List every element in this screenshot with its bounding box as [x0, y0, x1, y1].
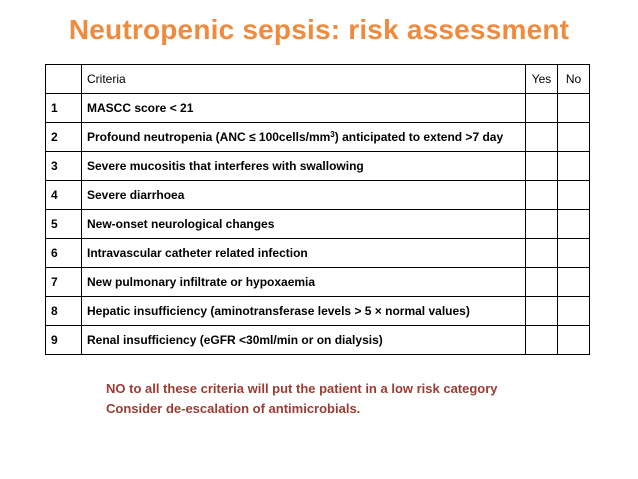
criterion-text-after: ) anticipated to extend >7 day [334, 130, 504, 144]
table-row [46, 239, 590, 268]
table-row [46, 94, 590, 123]
low-risk-note [106, 379, 498, 419]
table-row [46, 268, 590, 297]
yes-checkbox-cell[interactable] [526, 297, 558, 326]
row-criterion: New-onset neurological changes [82, 210, 526, 239]
row-criterion: Intravascular catheter related infection [82, 239, 526, 268]
no-checkbox-cell[interactable] [558, 123, 590, 152]
yes-checkbox-cell[interactable] [526, 123, 558, 152]
no-checkbox-cell[interactable] [558, 268, 590, 297]
row-number: 8 [46, 297, 82, 326]
row-criterion: MASCC score < 21 [82, 94, 526, 123]
row-number: 6 [46, 239, 82, 268]
yes-checkbox-cell[interactable] [526, 239, 558, 268]
row-criterion [82, 123, 526, 152]
yes-checkbox-cell[interactable] [526, 210, 558, 239]
table-row [46, 297, 590, 326]
table-header-row [46, 65, 590, 94]
note-line-1: NO to all these criteria will put the patient in a low risk category [106, 381, 498, 396]
row-criterion: Severe diarrhoea [82, 181, 526, 210]
table-row [46, 326, 590, 355]
row-number: 9 [46, 326, 82, 355]
header-no-cell: No [558, 65, 590, 94]
row-criterion: Hepatic insufficiency (aminotransferase levels > 5 × normal values) [82, 297, 526, 326]
row-number: 2 [46, 123, 82, 152]
header-yes-cell: Yes [526, 65, 558, 94]
no-checkbox-cell[interactable] [558, 239, 590, 268]
table-row [46, 123, 590, 152]
header-num-cell [46, 65, 82, 94]
yes-checkbox-cell[interactable] [526, 326, 558, 355]
yes-checkbox-cell[interactable] [526, 94, 558, 123]
page-title: Neutropenic sepsis: risk assessment [68, 14, 570, 45]
row-criterion: Renal insufficiency (eGFR <30ml/min or on dialysis) [82, 326, 526, 355]
table-row [46, 181, 590, 210]
yes-checkbox-cell[interactable] [526, 268, 558, 297]
header-criteria-cell: Criteria [82, 65, 526, 94]
table-row [46, 210, 590, 239]
no-checkbox-cell[interactable] [558, 181, 590, 210]
no-checkbox-cell[interactable] [558, 326, 590, 355]
note-line-2: Consider de-escalation of antimicrobials. [106, 401, 361, 416]
row-number: 5 [46, 210, 82, 239]
row-number: 3 [46, 152, 82, 181]
row-number: 1 [46, 94, 82, 123]
yes-checkbox-cell[interactable] [526, 181, 558, 210]
no-checkbox-cell[interactable] [558, 210, 590, 239]
no-checkbox-cell[interactable] [558, 152, 590, 181]
superscript: 3 [330, 130, 335, 139]
criterion-text-before: Profound neutropenia (ANC ≤ 100cells/mm [87, 130, 331, 144]
no-checkbox-cell[interactable] [558, 297, 590, 326]
row-number: 7 [46, 268, 82, 297]
table-row [46, 152, 590, 181]
row-criterion: Severe mucositis that interferes with swallowing [82, 152, 526, 181]
row-number: 4 [46, 181, 82, 210]
yes-checkbox-cell[interactable] [526, 152, 558, 181]
criteria-table [45, 64, 590, 355]
row-criterion: New pulmonary infiltrate or hypoxaemia [82, 268, 526, 297]
no-checkbox-cell[interactable] [558, 94, 590, 123]
